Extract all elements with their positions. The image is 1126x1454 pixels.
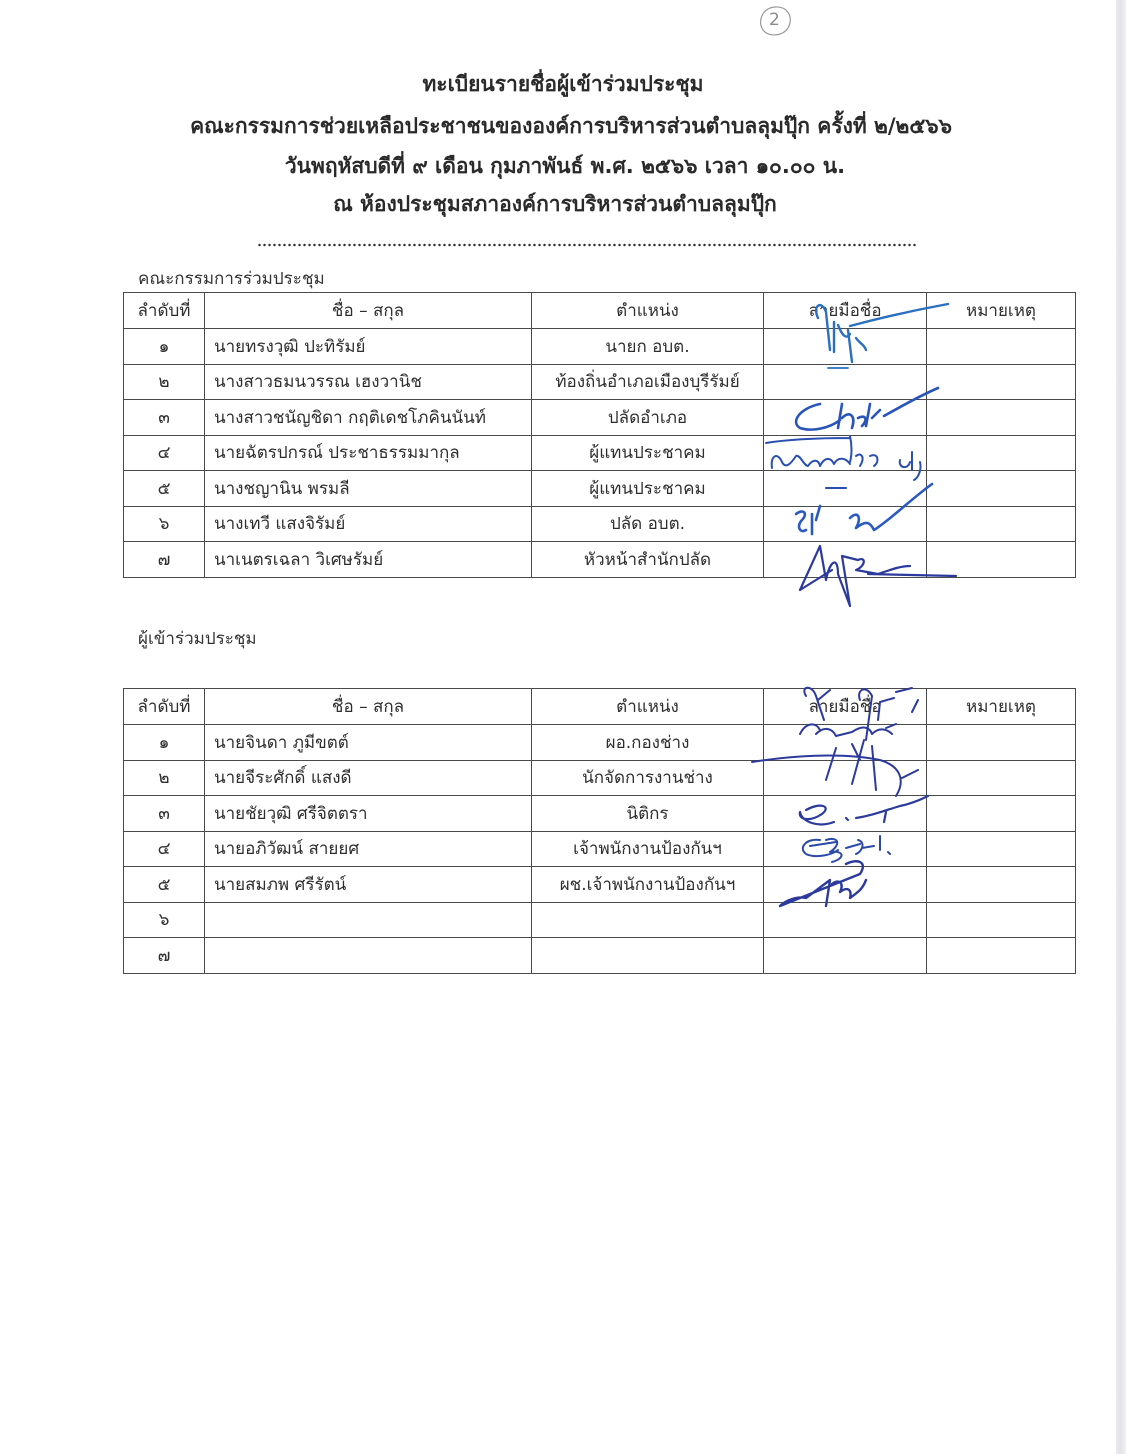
row-name: นายฉัตรปกรณ์ ประชาธรรมมากุล: [205, 435, 532, 471]
row-position: ผู้แทนประชาคม: [532, 435, 764, 471]
table-row: [124, 760, 1076, 796]
row-name: [205, 902, 532, 938]
row-position: ผช.เจ้าพนักงานป้องกันฯ: [532, 867, 764, 903]
table-row: [124, 542, 1076, 578]
row-position: ปลัดอำเภอ: [532, 400, 764, 436]
row-name: นางสาวธมนวรรณ เฮงวานิช: [205, 364, 532, 400]
row-remark: [927, 902, 1076, 938]
row-name: [205, 938, 532, 974]
handwritten-page-number: [755, 4, 795, 40]
header-name: ชื่อ – สกุล: [205, 293, 532, 329]
row-no: ๔: [124, 435, 205, 471]
table-row: [124, 435, 1076, 471]
header-remark: หมายเหตุ: [927, 293, 1076, 329]
document-subtitle: คณะกรรมการช่วยเหลือประชาชนขององค์การบริหารส่วนตำบลลุมปุ๊ก ครั้งที่ ๒/๒๕๖๖: [190, 114, 952, 138]
row-remark: [927, 867, 1076, 903]
row-remark: [927, 329, 1076, 365]
row-signature: [764, 471, 927, 507]
row-no: ๓: [124, 400, 205, 436]
row-name: นางสาวชนัญชิดา กฤติเดชโภคินนันท์: [205, 400, 532, 436]
header-position: ตำแหน่ง: [532, 689, 764, 725]
row-name: นายจีระศักดิ์ แสงดี: [205, 760, 532, 796]
row-signature: [764, 831, 927, 867]
row-name: นายจินดา ภูมีขตต์: [205, 725, 532, 761]
row-no: ๑: [124, 329, 205, 365]
table-row: [124, 506, 1076, 542]
row-signature: [764, 796, 927, 832]
row-no: ๗: [124, 542, 205, 578]
attendees-table: [123, 688, 1076, 974]
row-remark: [927, 471, 1076, 507]
header-signature: ลายมือชื่อ: [764, 689, 927, 725]
row-signature: [764, 506, 927, 542]
table-header-row: [124, 293, 1076, 329]
row-signature: [764, 400, 927, 436]
row-remark: [927, 364, 1076, 400]
table-row: [124, 364, 1076, 400]
header-position: ตำแหน่ง: [532, 293, 764, 329]
row-position: ปลัด อบต.: [532, 506, 764, 542]
row-no: ๓: [124, 796, 205, 832]
row-remark: [927, 506, 1076, 542]
row-signature: [764, 867, 927, 903]
row-no: ๔: [124, 831, 205, 867]
row-no: ๖: [124, 506, 205, 542]
row-no: ๒: [124, 760, 205, 796]
row-position: เจ้าพนักงานป้องกันฯ: [532, 831, 764, 867]
header-name: ชื่อ – สกุล: [205, 689, 532, 725]
header-no: ลำดับที่: [124, 689, 205, 725]
row-signature: [764, 329, 927, 365]
table-row: [124, 725, 1076, 761]
table-row: [124, 471, 1076, 507]
dotted-divider: [257, 243, 917, 247]
row-position: ท้องถิ่นอำเภอเมืองบุรีรัมย์: [532, 364, 764, 400]
table-row: [124, 400, 1076, 436]
row-position: ผอ.กองช่าง: [532, 725, 764, 761]
meeting-venue: ณ ห้องประชุมสภาองค์การบริหารส่วนตำบลลุมปุ๊ก: [333, 192, 777, 216]
table-row: [124, 796, 1076, 832]
row-signature: [764, 725, 927, 761]
row-position: นักจัดการงานช่าง: [532, 760, 764, 796]
row-remark: [927, 938, 1076, 974]
header-signature: ลายมือชื่อ: [764, 293, 927, 329]
header-remark: หมายเหตุ: [927, 689, 1076, 725]
row-signature: [764, 364, 927, 400]
row-no: ๒: [124, 364, 205, 400]
committee-table: [123, 292, 1076, 578]
row-signature: [764, 760, 927, 796]
row-remark: [927, 400, 1076, 436]
row-remark: [927, 831, 1076, 867]
row-name: นายสมภพ ศรีรัตน์: [205, 867, 532, 903]
row-no: ๕: [124, 867, 205, 903]
row-position: นายก อบต.: [532, 329, 764, 365]
table-row: [124, 831, 1076, 867]
page-number: 2: [769, 10, 780, 30]
table-row: [124, 867, 1076, 903]
row-name: นางเทวี แสงจิรัมย์: [205, 506, 532, 542]
row-remark: [927, 796, 1076, 832]
attendees-section-label: ผู้เข้าร่วมประชุม: [138, 629, 257, 649]
row-remark: [927, 760, 1076, 796]
table-row: [124, 938, 1076, 974]
row-no: ๕: [124, 471, 205, 507]
document-title: ทะเบียนรายชื่อผู้เข้าร่วมประชุม: [422, 72, 704, 96]
row-remark: [927, 725, 1076, 761]
row-position: ผู้แทนประชาคม: [532, 471, 764, 507]
table-header-row: [124, 689, 1076, 725]
row-position: [532, 902, 764, 938]
header-no: ลำดับที่: [124, 293, 205, 329]
row-position: นิติกร: [532, 796, 764, 832]
row-name: นายทรงวุฒิ ปะทิรัมย์: [205, 329, 532, 365]
committee-section-label: คณะกรรมการร่วมประชุม: [138, 269, 325, 289]
row-name: นางชญานิน พรมลี: [205, 471, 532, 507]
row-signature: [764, 938, 927, 974]
row-name: นาเนตรเฉลา วิเศษรัมย์: [205, 542, 532, 578]
row-no: ๗: [124, 938, 205, 974]
row-signature: [764, 542, 927, 578]
row-position: [532, 938, 764, 974]
row-position: หัวหน้าสำนักปลัด: [532, 542, 764, 578]
row-no: ๑: [124, 725, 205, 761]
table-row: [124, 329, 1076, 365]
row-signature: [764, 902, 927, 938]
row-name: นายอภิวัฒน์ สายยศ: [205, 831, 532, 867]
meeting-date: วันพฤหัสบดีที่ ๙ เดือน กุมภาพันธ์ พ.ศ. ๒๕๖๖ เวลา ๑๐.๐๐ น.: [284, 154, 846, 178]
table-row: [124, 902, 1076, 938]
row-remark: [927, 435, 1076, 471]
row-name: นายชัยวุฒิ ศรีจิตตรา: [205, 796, 532, 832]
row-no: ๖: [124, 902, 205, 938]
row-remark: [927, 542, 1076, 578]
row-signature: [764, 435, 927, 471]
